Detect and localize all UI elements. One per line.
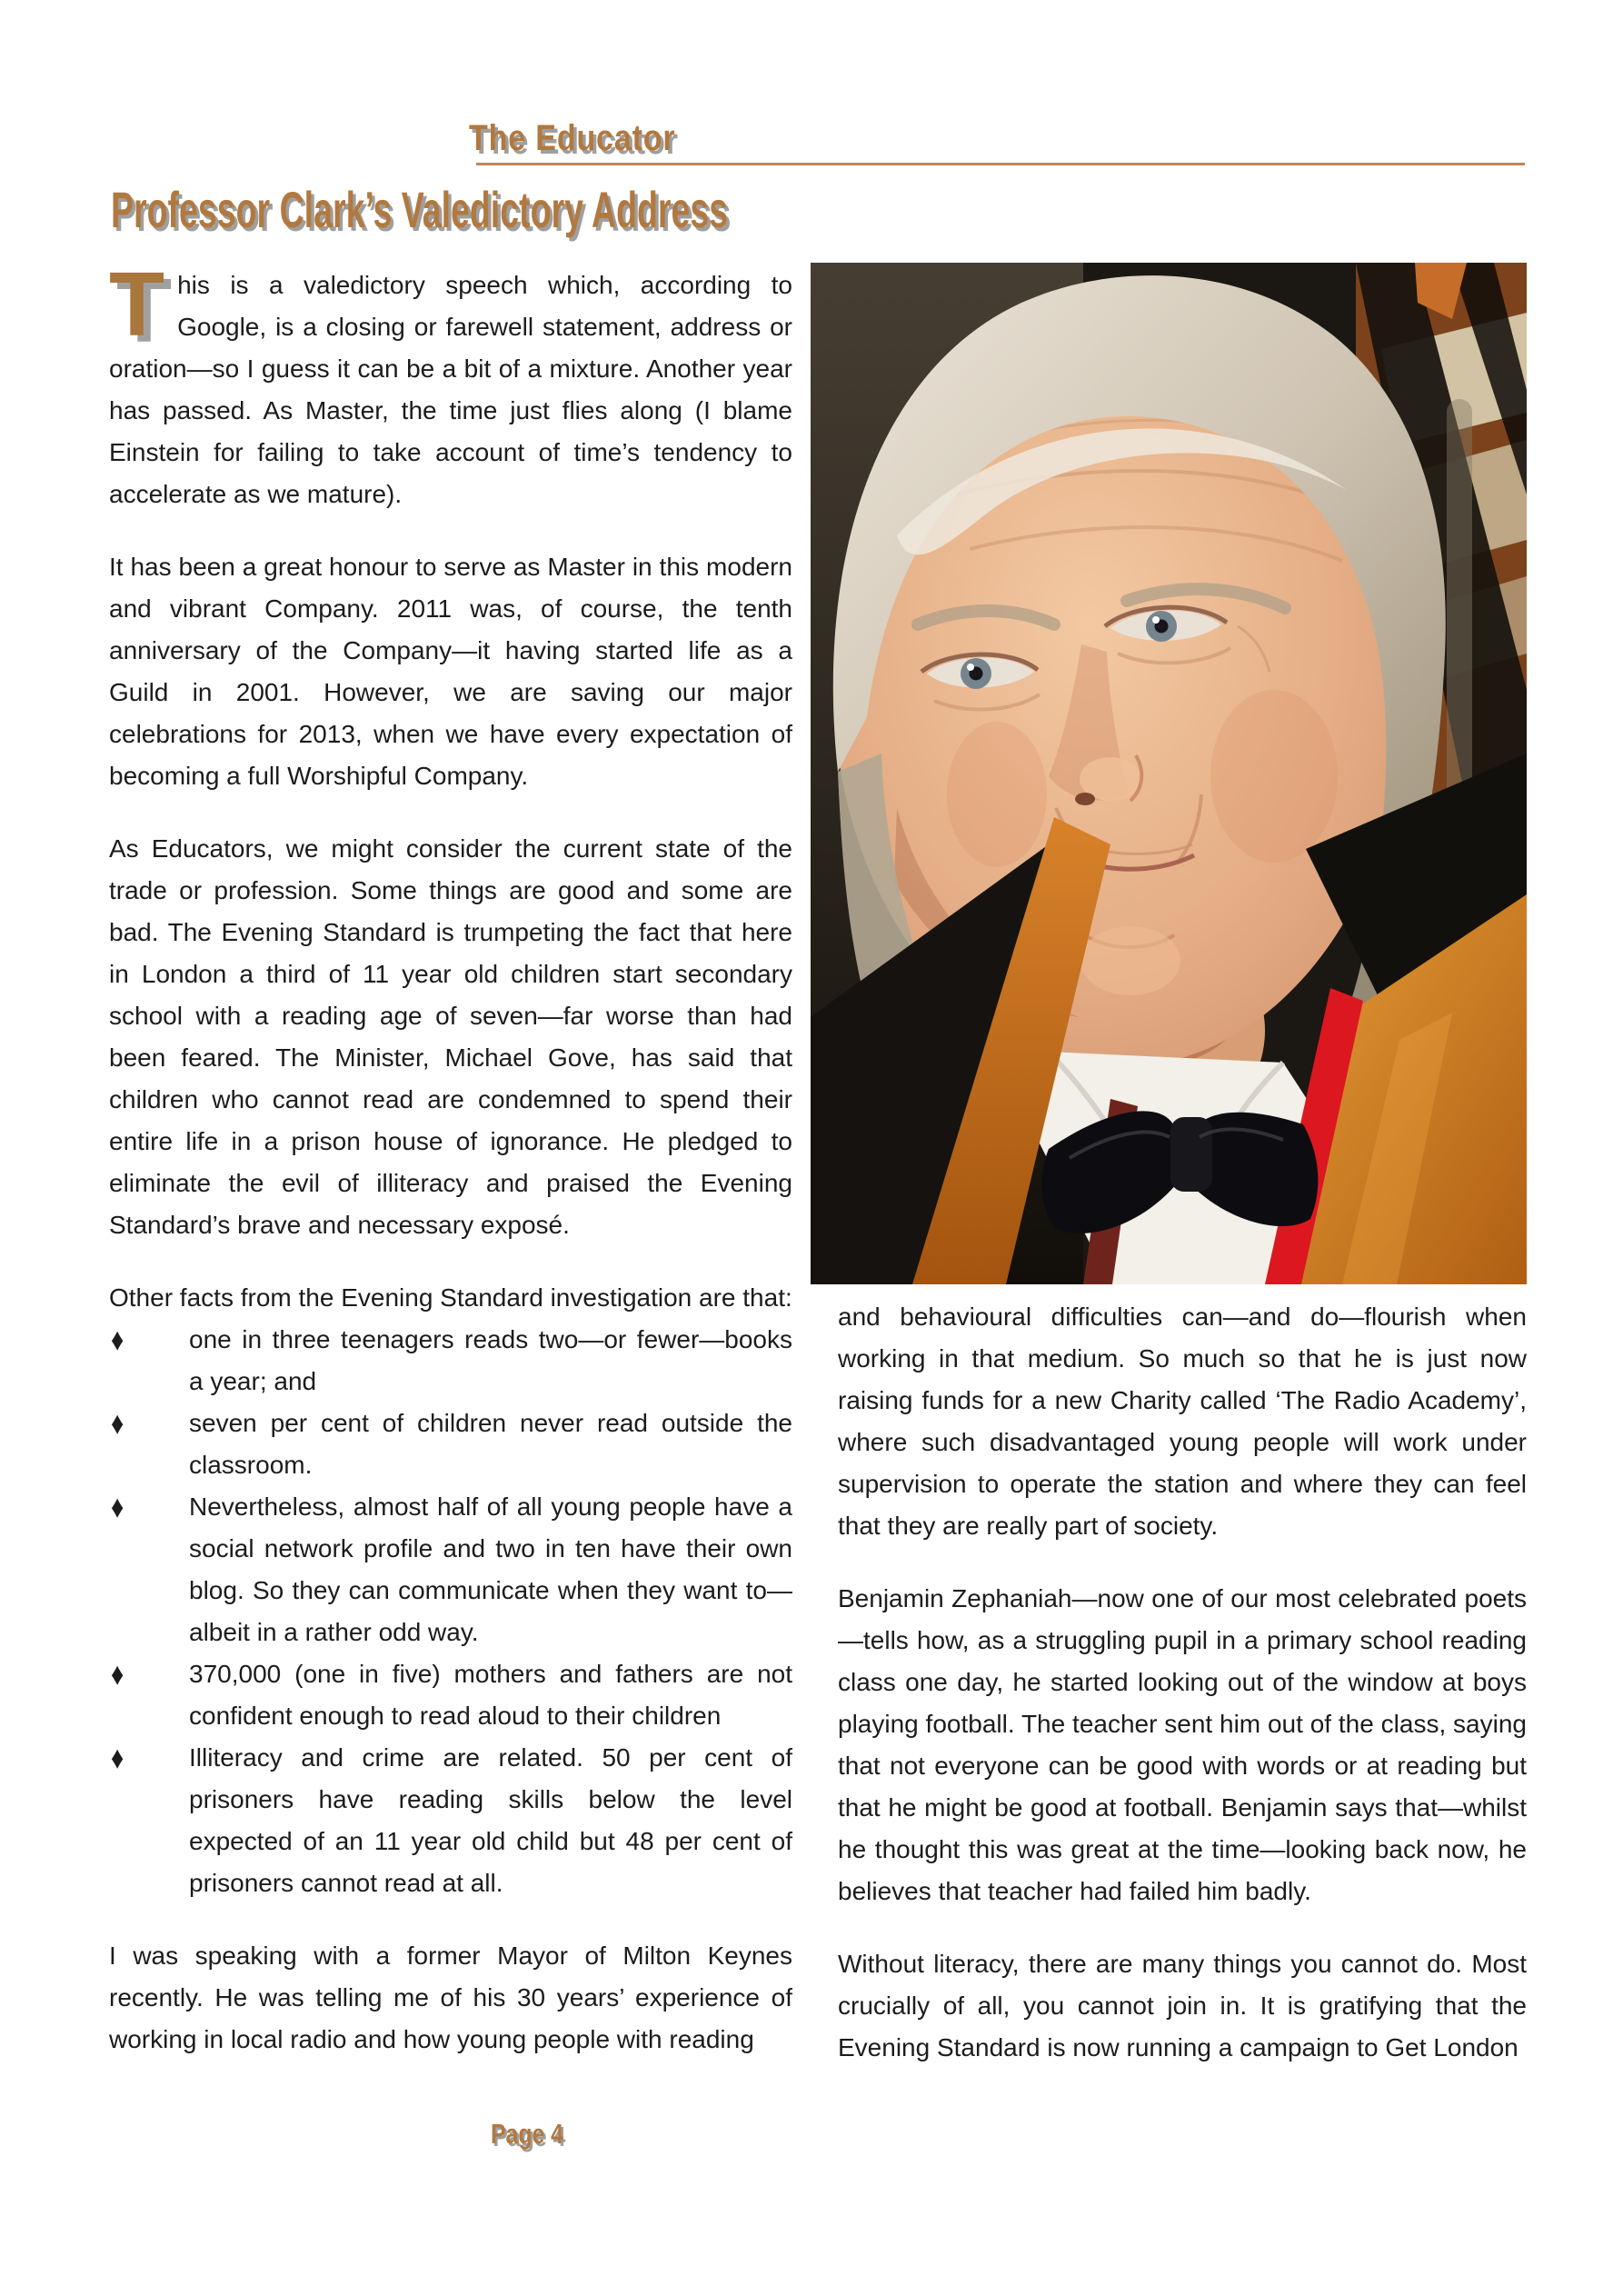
list-item-text: seven per cent of children never read outside the classroom. bbox=[189, 1409, 792, 1479]
paragraph: As Educators, we might consider the current state of the trade or profession. Some things are good and some are bad. The Evening Standard is trumpeting the fact that here in London a third of 11 year old children start secondary school with a reading age of seven—far worse than had been feared. The Minister, Michael Gove, has said that children who cannot read are condemned to spend their entire life in a prison house of ignorance. He pledged to eliminate the evil of illiteracy and praised the Evening Standard’s brave and necessary exposé. bbox=[109, 834, 792, 1239]
right-column bbox=[838, 1296, 1527, 2100]
paragraph: I was speaking with a former Mayor of Milton Keynes recently. He was telling me of his 30 years’ experience of working in local radio and how young people with reading bbox=[109, 1942, 792, 2053]
paragraph: Without literacy, there are many things you cannot do. Most crucially of all, you cannot join in. It is gratifying that the Evening Standard is now running a campaign to Get London bbox=[838, 1950, 1527, 2061]
masthead-rule bbox=[476, 163, 1525, 165]
diamond-bullet-icon: ♦ bbox=[111, 1489, 124, 1524]
facts-bullet-list bbox=[109, 1319, 792, 1904]
list-item bbox=[109, 1737, 792, 1904]
diamond-bullet-icon: ♦ bbox=[111, 1322, 124, 1357]
drop-cap: T bbox=[109, 254, 165, 355]
list-item bbox=[109, 1653, 792, 1737]
list-item-text: Illiteracy and crime are related. 50 per cent of prisoners have reading skills below the level expected of an 11 year old child but 48 per cent of prisoners cannot read at all. bbox=[189, 1743, 792, 1897]
list-item bbox=[109, 1319, 792, 1403]
paragraph: and behavioural difficulties can—and do—flourish when working in that medium. So much so that he is just now raising funds for a new Charity called ‘The Radio Academy’, where such disadvantaged young people will work under supervision to operate the station and where they can feel that they are really part of society. bbox=[838, 1303, 1527, 1540]
portrait-illustration bbox=[811, 263, 1527, 1284]
list-item-text: one in three teenagers reads two—or fewer—books a year; and bbox=[189, 1325, 792, 1395]
diamond-bullet-icon: ♦ bbox=[111, 1740, 124, 1775]
paragraph-opening-text: his is a valedictory speech which, according to Google, is a closing or farewell statement, address or oration—so I guess it can be a bit of a mixture. Another year has passed. As Master, the time just flies along (I blame Einstein for failing to take account of time’s tendency to accelerate as we mature). bbox=[109, 271, 792, 508]
diamond-bullet-icon: ♦ bbox=[111, 1656, 124, 1692]
diamond-bullet-icon: ♦ bbox=[111, 1405, 124, 1441]
page-number: Page 4 bbox=[491, 2118, 563, 2150]
paragraph-opening bbox=[109, 254, 792, 515]
list-item bbox=[109, 1403, 792, 1486]
list-item-text: Nevertheless, almost half of all young people have a social network profile and two in ten have their own blog. So they can communicate when they want to—albeit in a rather odd way. bbox=[189, 1492, 792, 1646]
list-item-text: 370,000 (one in five) mothers and fathers are not confident enough to read aloud to their children bbox=[189, 1660, 792, 1730]
portrait-photo bbox=[811, 263, 1527, 1284]
left-column bbox=[109, 254, 792, 2091]
list-item bbox=[109, 1486, 792, 1653]
article-title: Professor Clark’s Valedictory Address bbox=[111, 181, 729, 238]
paragraph: It has been a great honour to serve as Master in this modern and vibrant Company. 2011 was, of course, the tenth anniversary of the Company—it having started life as a Guild in 2001. However, we are saving our major celebrations for 2013, when we have every expectation of becoming a full Worshipful Company. bbox=[109, 553, 792, 790]
bullet-list-intro: Other facts from the Evening Standard investigation are that: bbox=[109, 1283, 792, 1312]
paragraph: Benjamin Zephaniah—now one of our most celebrated poets—tells how, as a struggling pupil in a primary school reading class one day, he started looking out of the window at boys playing football. The teacher sent him out of the class, saying that not everyone can be good with words or at reading but that he might be good at football. Benjamin says that—whilst he thought this was great at the time—looking back now, he believes that teacher had failed him badly. bbox=[838, 1584, 1527, 1905]
masthead: The Educator bbox=[469, 118, 676, 158]
